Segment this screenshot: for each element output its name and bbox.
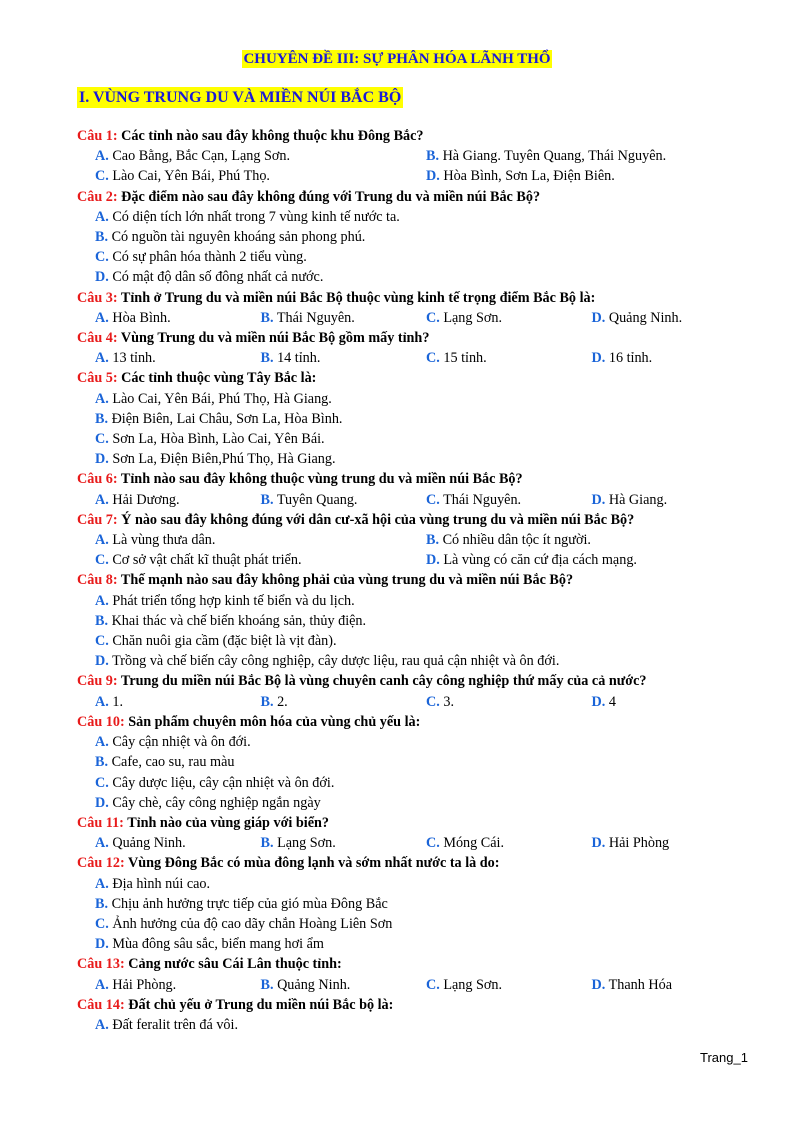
option-text: Sơn La, Điện Biên,Phú Thọ, Hà Giang.: [112, 451, 336, 468]
option-text: 13 tỉnh.: [112, 350, 156, 367]
option-text: Phát triển tổng hợp kinh tế biển và du lịch.: [112, 592, 355, 609]
question-stem: [77, 570, 757, 590]
option-letter: B.: [95, 612, 109, 629]
answer-option: [95, 833, 261, 853]
question-stem: [77, 288, 757, 308]
option-letter: A.: [95, 734, 109, 751]
option-text: Có nguồn tài nguyên khoáng sản phong phú.: [111, 229, 366, 246]
question-stem: [77, 995, 757, 1015]
answer-option: [426, 833, 592, 853]
answer-option: [77, 732, 757, 752]
option-letter: A.: [95, 532, 109, 549]
question-stem: [77, 954, 757, 974]
option-text: Lạng Sơn.: [443, 976, 503, 993]
answer-option: [95, 550, 426, 570]
option-text: Cafe, cao su, rau màu: [111, 754, 235, 771]
answer-option: [95, 530, 426, 550]
option-letter: A.: [95, 491, 109, 508]
option-text: Cao Bằng, Bắc Cạn, Lạng Sơn.: [112, 148, 291, 165]
question-text: Tỉnh nào của vùng giáp với biển?: [127, 814, 330, 831]
option-letter: D.: [591, 835, 606, 852]
question-number: Câu 8:: [77, 572, 118, 589]
option-row: [77, 530, 757, 550]
option-text: Là vùng có căn cứ địa cách mạng.: [443, 552, 637, 569]
question-number: Câu 11:: [77, 814, 124, 831]
question-number: Câu 2:: [77, 188, 118, 205]
option-text: Ảnh hưởng của độ cao dãy chắn Hoàng Liên Sơn: [112, 915, 393, 932]
option-text: Đất feralit trên đá vôi.: [112, 1016, 239, 1033]
question-stem: [77, 853, 757, 873]
question-stem: [77, 368, 757, 388]
option-text: Móng Cái.: [443, 835, 505, 852]
option-text: Có nhiều dân tộc ít người.: [442, 532, 591, 549]
question-stem: [77, 712, 757, 732]
question-stem: [77, 187, 757, 207]
option-text: Sơn La, Hòa Bình, Lào Cai, Yên Bái.: [112, 431, 325, 448]
option-text: Quảng Ninh.: [112, 835, 186, 852]
option-letter: A.: [95, 1016, 109, 1033]
question-number: Câu 13:: [77, 956, 125, 973]
option-text: Lạng Sơn.: [443, 309, 503, 326]
answer-option: [426, 692, 592, 712]
option-text: Cây chè, cây công nghiệp ngắn ngày: [112, 794, 321, 811]
option-row: [77, 308, 757, 328]
option-letter: D.: [95, 794, 109, 811]
option-text: 16 tỉnh.: [608, 350, 653, 367]
answer-option: [592, 692, 758, 712]
option-text: Tuyên Quang.: [276, 491, 358, 508]
answer-option: [77, 752, 757, 772]
section-heading-text: I. VÙNG TRUNG DU VÀ MIỀN NÚI BẮC BỘ: [79, 89, 402, 106]
question-text: Cảng nước sâu Cái Lân thuộc tỉnh:: [128, 956, 342, 973]
question-number: Câu 10:: [77, 713, 125, 730]
answer-option: [77, 591, 757, 611]
question-text: Các tỉnh nào sau đây không thuộc khu Đông Bắc?: [121, 128, 424, 144]
option-row: [77, 166, 757, 186]
question-text: Thế mạnh nào sau đây không phải của vùng trung du và miền núi Bắc Bộ?: [120, 572, 574, 589]
question-text: Đặc điểm nào sau đây không đúng với Trung du và miền núi Bắc Bộ?: [121, 188, 541, 205]
option-letter: A.: [95, 592, 109, 609]
option-letter: D.: [591, 350, 606, 367]
option-text: Thanh Hóa: [608, 976, 673, 993]
answer-option: [77, 914, 757, 934]
option-text: Cây dược liệu, cây cận nhiệt và ôn đới.: [112, 774, 335, 791]
answer-option: [77, 449, 757, 469]
option-letter: A.: [95, 208, 109, 225]
option-text: Chịu ảnh hưởng trực tiếp của gió mùa Đông Bắc: [111, 895, 388, 912]
option-letter: C.: [95, 774, 109, 791]
option-letter: B.: [426, 148, 440, 165]
option-text: Hòa Bình, Sơn La, Điện Biên.: [443, 168, 615, 185]
answer-option: [95, 975, 261, 995]
answer-option: [426, 530, 757, 550]
page-number: Trang_1: [700, 1050, 748, 1065]
answer-option: [77, 611, 757, 631]
option-text: 2.: [277, 693, 288, 710]
answer-option: [77, 934, 757, 954]
option-letter: B.: [95, 410, 109, 427]
option-row: [77, 692, 757, 712]
option-letter: A.: [95, 309, 109, 326]
option-text: Là vùng thưa dân.: [112, 532, 216, 549]
option-letter: D.: [426, 552, 440, 569]
answer-option: [77, 389, 757, 409]
option-letter: A.: [95, 976, 109, 993]
option-letter: B.: [260, 350, 274, 367]
option-letter: A.: [95, 693, 109, 710]
option-letter: C.: [426, 976, 440, 993]
question-stem: [77, 126, 757, 146]
option-text: 4: [608, 693, 616, 710]
option-letter: C.: [426, 693, 440, 710]
option-letter: B.: [95, 229, 109, 246]
option-text: 14 tỉnh.: [277, 350, 321, 367]
answer-option: [261, 348, 427, 368]
option-letter: B.: [426, 532, 440, 549]
question-text: Tỉnh ở Trung du và miền núi Bắc Bộ thuộc vùng kinh tế trọng điểm Bắc Bộ là:: [120, 289, 596, 306]
option-text: Có diện tích lớn nhất trong 7 vùng kinh tế nước ta.: [112, 208, 400, 225]
answer-option: [77, 247, 757, 267]
question-text: Đất chủ yếu ở Trung du miền núi Bắc bộ là:: [128, 996, 394, 1013]
option-text: Có mật độ dân số đông nhất cả nước.: [112, 269, 324, 286]
option-letter: B.: [95, 895, 109, 912]
option-text: Thái Nguyên.: [443, 491, 522, 508]
option-letter: C.: [95, 552, 109, 569]
answer-option: [426, 975, 592, 995]
document-title: [0, 50, 794, 68]
question-number: Câu 9:: [77, 673, 118, 690]
option-text: Hà Giang.: [608, 491, 668, 508]
option-letter: B.: [260, 491, 274, 508]
answer-option: [95, 692, 261, 712]
answer-option: [261, 308, 427, 328]
option-letter: D.: [95, 269, 109, 286]
option-letter: D.: [426, 168, 440, 185]
option-text: Khai thác và chế biến khoáng sản, thủy điện.: [111, 612, 367, 629]
option-row: [77, 146, 757, 166]
question-text: Tỉnh nào sau đây không thuộc vùng trung du và miền núi Bắc Bộ?: [120, 471, 523, 488]
question-stem: [77, 671, 757, 691]
answer-option: [426, 348, 592, 368]
option-text: Lào Cai, Yên Bái, Phú Thọ, Hà Giang.: [112, 390, 332, 407]
answer-option: [77, 227, 757, 247]
answer-option: [426, 490, 592, 510]
answer-option: [592, 348, 758, 368]
option-letter: A.: [95, 875, 109, 892]
option-text: Cơ sở vật chất kĩ thuật phát triển.: [112, 552, 302, 569]
option-letter: A.: [95, 390, 109, 407]
question-number: Câu 3:: [77, 289, 118, 306]
option-letter: D.: [95, 936, 109, 953]
option-text: Địa hình núi cao.: [112, 875, 211, 892]
answer-option: [77, 773, 757, 793]
answer-option: [261, 490, 427, 510]
answer-option: [77, 429, 757, 449]
answer-option: [592, 490, 758, 510]
option-text: Chăn nuôi gia cầm (đặc biệt là vịt đàn).: [112, 633, 337, 650]
option-letter: B.: [260, 309, 274, 326]
answer-option: [77, 793, 757, 813]
answer-option: [261, 975, 427, 995]
option-letter: B.: [260, 693, 274, 710]
question-number: Câu 7:: [77, 511, 118, 528]
answer-option: [95, 308, 261, 328]
option-letter: C.: [426, 309, 440, 326]
option-letter: C.: [426, 491, 440, 508]
option-letter: D.: [591, 309, 606, 326]
answer-option: [77, 631, 757, 651]
option-row: [77, 975, 757, 995]
question-text: Ý nào sau đây không đúng với dân cư-xã hội của vùng trung du và miền núi Bắc Bộ?: [121, 511, 635, 528]
question-stem: [77, 510, 757, 530]
question-number: Câu 5:: [77, 370, 118, 387]
question-text: Các tỉnh thuộc vùng Tây Bắc là:: [121, 370, 317, 387]
option-text: Mùa đông sâu sắc, biển mang hơi ẩm: [112, 936, 324, 953]
option-letter: B.: [260, 976, 274, 993]
answer-option: [77, 409, 757, 429]
question-stem: [77, 813, 757, 833]
question-text: Sản phẩm chuyên môn hóa của vùng chủ yếu là:: [128, 713, 421, 730]
question-number: Câu 12:: [77, 855, 125, 872]
option-text: 1.: [112, 693, 123, 710]
option-letter: A.: [95, 350, 109, 367]
answer-option: [95, 146, 426, 166]
option-text: Lạng Sơn.: [277, 835, 336, 852]
option-text: Quảng Ninh.: [608, 309, 683, 326]
question-text: Vùng Trung du và miền núi Bắc Bộ gồm mấy tỉnh?: [120, 330, 430, 347]
option-letter: A.: [95, 835, 109, 852]
option-text: Điện Biên, Lai Châu, Sơn La, Hòa Bình.: [111, 410, 343, 427]
question-text: Vùng Đông Bắc có mùa đông lạnh và sớm nhất nước ta là do:: [128, 855, 500, 872]
answer-option: [77, 207, 757, 227]
answer-option: [77, 874, 757, 894]
option-row: [77, 833, 757, 853]
option-text: Quảng Ninh.: [277, 976, 351, 993]
document-title-text: CHUYÊN ĐỀ III: SỰ PHÂN HÓA LÃNH THỔ: [243, 51, 551, 67]
question-stem: [77, 328, 757, 348]
option-letter: C.: [95, 168, 109, 185]
option-letter: D.: [95, 451, 109, 468]
section-heading: [77, 89, 403, 107]
option-letter: B.: [260, 835, 274, 852]
option-text: 3.: [443, 693, 454, 710]
answer-option: [77, 651, 757, 671]
question-list: [77, 126, 757, 1035]
option-letter: D.: [591, 976, 606, 993]
question-text: Trung du miền núi Bắc Bộ là vùng chuyên canh cây công nghiệp thứ mấy của cả nước?: [120, 673, 647, 690]
answer-option: [426, 166, 757, 186]
option-text: Hải Dương.: [112, 491, 180, 508]
answer-option: [95, 348, 261, 368]
option-letter: A.: [95, 148, 109, 165]
answer-option: [592, 833, 758, 853]
answer-option: [426, 550, 757, 570]
answer-option: [95, 490, 261, 510]
answer-option: [95, 166, 426, 186]
question-number: Câu 14:: [77, 996, 125, 1013]
answer-option: [426, 308, 592, 328]
option-row: [77, 348, 757, 368]
option-text: Trồng và chế biến cây công nghiệp, cây dược liệu, rau quả cận nhiệt và ôn đới.: [112, 653, 560, 670]
option-text: Lào Cai, Yên Bái, Phú Thọ.: [112, 168, 270, 185]
answer-option: [261, 692, 427, 712]
option-text: Thái Nguyên.: [276, 309, 355, 326]
option-text: 15 tỉnh.: [443, 350, 487, 367]
answer-option: [77, 267, 757, 287]
answer-option: [592, 975, 758, 995]
option-letter: C.: [95, 431, 109, 448]
answer-option: [261, 833, 427, 853]
option-text: Hải Phòng: [608, 835, 670, 852]
option-letter: C.: [426, 835, 440, 852]
option-letter: C.: [95, 249, 109, 266]
option-row: [77, 550, 757, 570]
option-text: Cây cận nhiệt và ôn đới.: [112, 734, 251, 751]
option-letter: B.: [95, 754, 109, 771]
answer-option: [77, 894, 757, 914]
option-text: Hà Giang. Tuyên Quang, Thái Nguyên.: [442, 148, 667, 165]
option-letter: D.: [591, 693, 606, 710]
option-letter: D.: [591, 491, 606, 508]
answer-option: [592, 308, 758, 328]
question-stem: [77, 469, 757, 489]
answer-option: [426, 146, 757, 166]
option-letter: C.: [95, 633, 109, 650]
option-text: Hòa Bình.: [112, 309, 171, 326]
option-letter: C.: [426, 350, 440, 367]
option-letter: D.: [95, 653, 109, 670]
option-text: Có sự phân hóa thành 2 tiểu vùng.: [112, 249, 307, 266]
option-letter: C.: [95, 915, 109, 932]
option-text: Hải Phòng.: [112, 976, 177, 993]
option-row: [77, 490, 757, 510]
question-number: Câu 4:: [77, 330, 118, 347]
question-number: Câu 1:: [77, 128, 118, 144]
answer-option: [77, 1015, 757, 1035]
question-number: Câu 6:: [77, 471, 118, 488]
